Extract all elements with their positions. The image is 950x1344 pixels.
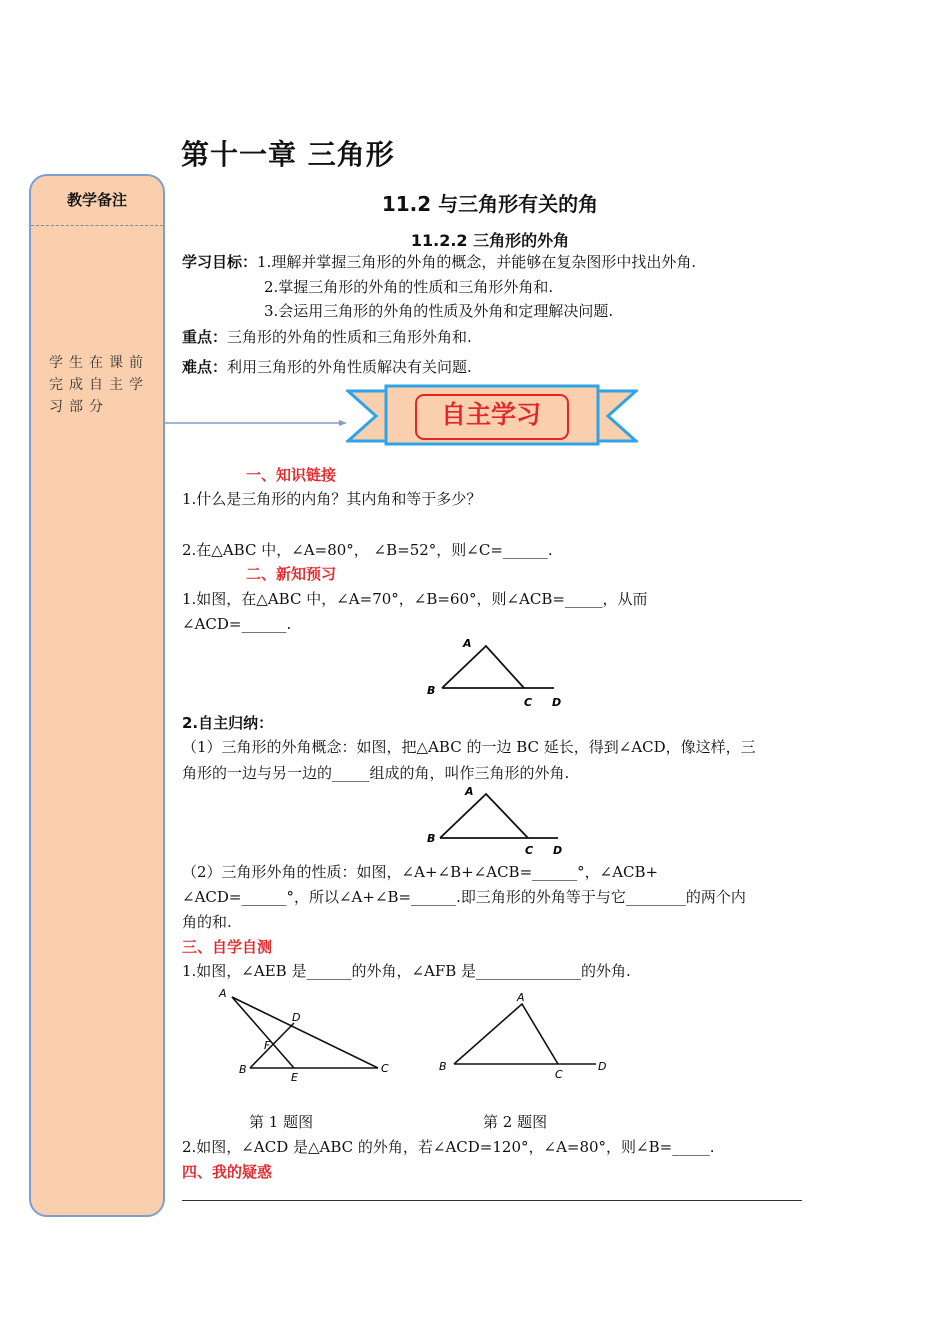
label-B: B	[439, 1060, 447, 1073]
exercise-figure-1	[212, 982, 402, 1086]
sidebar-note: 学生在课前完成自主学习部分	[49, 355, 149, 415]
part4-heading: 四、我的疑惑	[182, 1163, 273, 1181]
part3-question-2: 2.如图，∠ACD 是△ABC 的外角，若∠ACD=120°，∠A=80°，则∠B=_____.	[182, 1138, 715, 1156]
property-line-2: ∠ACD=______°，所以∠A+∠B=______.即三角形的外角等于与它________的两个内	[182, 888, 746, 906]
label-B: B	[427, 832, 436, 845]
label-E: E	[291, 1071, 298, 1084]
part1-heading: 一、知识链接	[246, 466, 337, 484]
chapter-title: 第十一章 三角形	[181, 138, 395, 171]
label-C: C	[381, 1062, 389, 1075]
triangle-figure-2	[424, 782, 574, 860]
figure-2-caption: 第 2 题图	[483, 1113, 548, 1131]
label-B: B	[239, 1063, 247, 1076]
teaching-notes-sidebar	[29, 174, 165, 1217]
part1-question-1: 1.什么是三角形的内角？其内角和等于多少？	[182, 490, 482, 508]
banner-title: 自主学习	[440, 400, 541, 429]
triangle-figure-1	[420, 632, 570, 710]
label-F: F	[264, 1039, 271, 1052]
part3-question-1: 1.如图，∠AEB 是______的外角，∠AFB 是______________的外角.	[182, 962, 631, 980]
difficulty: 难点：利用三角形的外角性质解决有关问题.	[182, 358, 472, 376]
label-D: D	[553, 844, 563, 857]
part3-heading: 三、自学自测	[182, 938, 273, 956]
exercise-figure-2	[436, 984, 616, 1084]
sidebar-header: 教学备注	[31, 176, 163, 226]
label-C: C	[555, 1068, 563, 1081]
label-D: D	[292, 1011, 301, 1024]
label-D: D	[598, 1060, 607, 1073]
label-D: D	[552, 696, 562, 709]
concept-line-2: 角形的一边与另一边的_____组成的角，叫作三角形的外角.	[182, 764, 570, 782]
objective-line-1: 学习目标：1.理解并掌握三角形的外角的概念，并能够在复杂图形中找出外角.	[182, 253, 697, 271]
key-point: 重点：三角形的外角的性质和三角形外角和.	[182, 328, 472, 346]
property-line-1: （2）三角形外角的性质：如图，∠A+∠B+∠ACB=______°，∠ACB+	[182, 863, 659, 881]
label-A: A	[517, 991, 525, 1004]
answer-line	[182, 1200, 802, 1201]
section-title: 11.2 与三角形有关的角	[381, 192, 599, 216]
part2-q2-label: 2.自主归纳：	[182, 714, 274, 732]
concept-line-1: （1）三角形的外角概念：如图，把△ABC 的一边 BC 延长，得到∠ACD，像这样，三	[182, 738, 756, 756]
objective-line-2: 2.掌握三角形的外角的性质和三角形外角和.	[264, 278, 554, 296]
lesson-title: 11.2.2 三角形的外角	[410, 231, 570, 250]
label-A: A	[219, 987, 227, 1000]
objective-line-3: 3.会运用三角形的外角的性质及外角和定理解决问题.	[264, 302, 614, 320]
label-C: C	[524, 696, 533, 709]
part2-heading: 二、新知预习	[246, 565, 337, 583]
part2-q1-line2: ∠ACD=______.	[182, 615, 292, 633]
label-C: C	[525, 844, 534, 857]
objectives-label: 学习目标：	[182, 253, 258, 271]
part1-question-2: 2.在△ABC 中，∠A=80°， ∠B=52°，则∠C=______.	[182, 541, 553, 559]
label-A: A	[465, 785, 474, 798]
sidebar-arrow	[165, 420, 347, 426]
label-B: B	[427, 684, 436, 697]
figure-1-caption: 第 1 题图	[249, 1113, 314, 1131]
property-line-3: 角的和.	[182, 913, 232, 931]
label-A: A	[463, 637, 472, 650]
part2-q1-line1: 1.如图，在△ABC 中，∠A=70°，∠B=60°，则∠ACB=_____，从而	[182, 590, 648, 608]
